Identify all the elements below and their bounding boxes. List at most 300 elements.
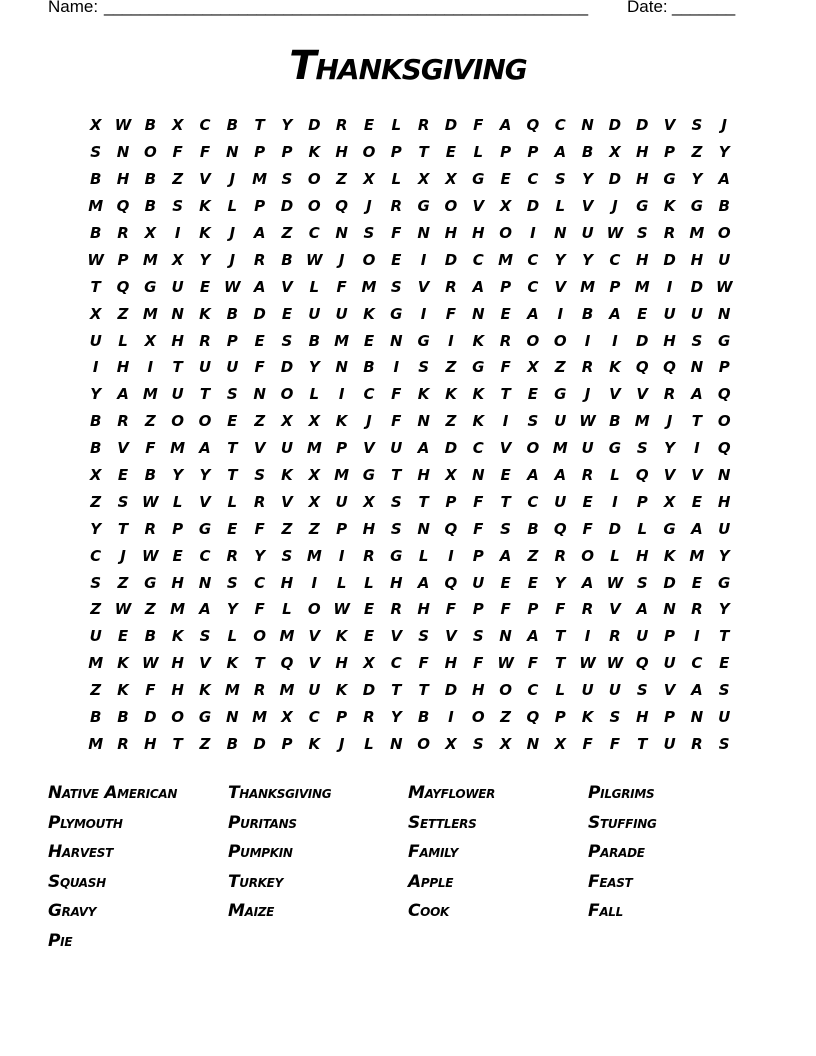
grid-cell[interactable]: Q xyxy=(717,385,731,404)
grid-cell[interactable]: M xyxy=(88,654,104,673)
grid-cell[interactable]: T xyxy=(418,681,429,700)
grid-cell[interactable]: M xyxy=(142,304,158,323)
grid-cell[interactable]: A xyxy=(417,439,430,458)
grid-cell[interactable]: F xyxy=(582,734,593,753)
grid-cell[interactable]: R xyxy=(253,492,266,511)
grid-cell[interactable]: T xyxy=(555,654,566,673)
grid-cell[interactable]: Y xyxy=(554,573,566,592)
grid-cell[interactable]: Z xyxy=(500,708,512,727)
grid-cell[interactable]: T xyxy=(172,734,183,753)
grid-cell[interactable]: G xyxy=(144,277,157,296)
grid-cell[interactable]: U xyxy=(663,734,676,753)
grid-cell[interactable]: M xyxy=(142,250,158,269)
grid-cell[interactable]: O xyxy=(362,250,376,269)
grid-cell[interactable]: R xyxy=(663,385,676,404)
grid-cell[interactable]: Y xyxy=(226,600,238,619)
grid-cell[interactable]: S xyxy=(90,573,102,592)
grid-cell[interactable]: H xyxy=(144,734,157,753)
grid-cell[interactable]: F xyxy=(445,304,457,323)
grid-cell[interactable]: G xyxy=(390,304,403,323)
name-field[interactable]: ______________________________________________________ xyxy=(104,0,588,16)
grid-cell[interactable]: S xyxy=(636,224,648,242)
grid-cell[interactable]: S xyxy=(172,197,184,216)
grid-cell[interactable]: N xyxy=(116,143,130,162)
grid-cell[interactable]: C xyxy=(527,277,539,296)
grid-cell[interactable]: O xyxy=(499,224,512,242)
grid-cell[interactable]: U xyxy=(690,304,703,323)
grid-cell[interactable]: S xyxy=(90,143,102,162)
grid-cell[interactable]: M xyxy=(580,277,596,296)
grid-cell[interactable]: Q xyxy=(444,519,458,538)
grid-cell[interactable]: E xyxy=(254,331,265,350)
grid-cell[interactable]: F xyxy=(254,519,265,538)
grid-cell[interactable]: C xyxy=(609,250,621,269)
grid-cell[interactable]: Q xyxy=(663,358,676,377)
grid-cell[interactable]: M xyxy=(498,250,514,269)
grid-cell[interactable]: B xyxy=(226,734,239,753)
grid-cell[interactable]: H xyxy=(389,573,403,592)
grid-cell[interactable]: T xyxy=(500,385,511,404)
grid-cell[interactable]: B xyxy=(89,412,102,431)
grid-cell[interactable]: U xyxy=(581,224,594,242)
grid-cell[interactable]: O xyxy=(171,708,185,727)
grid-cell[interactable]: V xyxy=(281,277,293,296)
grid-cell[interactable]: G xyxy=(554,385,567,404)
grid-cell[interactable]: W xyxy=(114,116,132,135)
grid-cell[interactable]: A xyxy=(499,116,512,135)
grid-cell[interactable]: P xyxy=(664,143,676,162)
grid-cell[interactable]: V xyxy=(499,439,512,458)
grid-cell[interactable]: Q xyxy=(635,654,649,673)
grid-cell[interactable]: X xyxy=(445,466,457,485)
grid-cell[interactable]: L xyxy=(282,600,292,619)
grid-cell[interactable]: F xyxy=(500,358,511,377)
grid-cell[interactable]: M xyxy=(252,708,268,727)
grid-cell[interactable]: Q xyxy=(116,277,130,296)
grid-cell[interactable]: Q xyxy=(280,654,294,673)
grid-cell[interactable]: R xyxy=(117,224,129,242)
grid-cell[interactable]: F xyxy=(145,439,156,458)
grid-cell[interactable]: E xyxy=(227,412,238,431)
grid-cell[interactable]: V xyxy=(581,197,594,216)
grid-cell[interactable]: X xyxy=(308,466,321,485)
grid-cell[interactable]: Q xyxy=(553,519,567,538)
grid-cell[interactable]: K xyxy=(581,708,594,727)
grid-cell[interactable]: E xyxy=(527,573,539,592)
grid-cell[interactable]: V xyxy=(663,681,676,700)
grid-cell[interactable]: E xyxy=(691,573,702,592)
grid-cell[interactable]: L xyxy=(473,143,484,162)
grid-cell[interactable]: V xyxy=(363,439,375,458)
grid-cell[interactable]: K xyxy=(199,681,211,700)
grid-cell[interactable]: R xyxy=(144,519,157,538)
grid-cell[interactable]: R xyxy=(581,358,594,377)
grid-cell[interactable]: Y xyxy=(308,358,320,377)
grid-cell[interactable]: N xyxy=(335,224,348,242)
grid-cell[interactable]: Y xyxy=(718,143,730,162)
grid-cell[interactable]: S xyxy=(226,385,238,404)
grid-cell[interactable]: N xyxy=(581,116,594,135)
grid-cell[interactable]: N xyxy=(198,573,212,592)
grid-cell[interactable]: S xyxy=(691,116,703,135)
grid-cell[interactable]: T xyxy=(555,627,566,646)
grid-cell[interactable]: U xyxy=(171,277,184,296)
grid-cell[interactable]: S xyxy=(254,466,266,485)
grid-cell[interactable]: L xyxy=(227,492,238,511)
grid-cell[interactable]: X xyxy=(363,170,375,189)
grid-cell[interactable]: X xyxy=(554,734,567,753)
grid-cell[interactable]: O xyxy=(444,197,458,216)
grid-cell[interactable]: X xyxy=(308,412,321,431)
grid-cell[interactable]: G xyxy=(718,331,731,350)
grid-cell[interactable]: U xyxy=(198,358,212,377)
grid-cell[interactable]: R xyxy=(117,412,129,431)
grid-cell[interactable]: B xyxy=(308,331,320,350)
grid-cell[interactable]: V xyxy=(390,627,403,646)
grid-cell[interactable]: M xyxy=(279,627,295,646)
grid-cell[interactable]: R xyxy=(554,546,567,565)
grid-cell[interactable]: W xyxy=(142,492,159,511)
grid-cell[interactable]: B xyxy=(89,224,102,242)
grid-cell[interactable]: I xyxy=(147,358,154,377)
grid-cell[interactable]: I xyxy=(502,412,509,431)
grid-cell[interactable]: S xyxy=(527,412,539,431)
grid-cell[interactable]: E xyxy=(117,466,129,485)
grid-cell[interactable]: R xyxy=(581,466,594,485)
grid-cell[interactable]: S xyxy=(691,331,703,350)
grid-cell[interactable]: O xyxy=(307,600,321,619)
grid-cell[interactable]: C xyxy=(527,170,539,189)
grid-cell[interactable]: N xyxy=(335,358,348,377)
grid-cell[interactable]: U xyxy=(663,654,676,673)
grid-cell[interactable]: A xyxy=(499,546,512,565)
grid-cell[interactable]: N xyxy=(471,304,485,323)
grid-cell[interactable]: E xyxy=(363,627,375,646)
grid-cell[interactable]: H xyxy=(471,224,485,242)
grid-cell[interactable]: W xyxy=(306,250,323,269)
grid-cell[interactable]: T xyxy=(199,385,211,404)
grid-cell[interactable]: F xyxy=(582,519,593,538)
grid-cell[interactable]: N xyxy=(417,224,430,242)
grid-cell[interactable]: J xyxy=(338,734,345,753)
grid-cell[interactable]: E xyxy=(719,654,730,673)
grid-cell[interactable]: X xyxy=(663,492,676,511)
grid-cell[interactable]: Y xyxy=(718,600,730,619)
grid-cell[interactable]: B xyxy=(226,304,239,323)
grid-cell[interactable]: N xyxy=(717,466,731,485)
grid-cell[interactable]: S xyxy=(500,519,511,538)
grid-cell[interactable]: L xyxy=(227,627,238,646)
grid-cell[interactable]: B xyxy=(527,519,539,538)
grid-cell[interactable]: L xyxy=(391,170,402,189)
grid-cell[interactable]: J xyxy=(229,170,236,189)
grid-cell[interactable]: H xyxy=(635,143,649,162)
grid-cell[interactable]: G xyxy=(690,197,704,216)
grid-cell[interactable]: W xyxy=(87,250,104,269)
grid-cell[interactable]: Q xyxy=(526,708,540,727)
grid-cell[interactable]: B xyxy=(144,116,157,135)
grid-cell[interactable]: V xyxy=(253,439,266,458)
grid-cell[interactable]: Z xyxy=(144,600,156,619)
grid-cell[interactable]: A xyxy=(691,385,703,404)
grid-cell[interactable]: D xyxy=(444,681,458,700)
grid-cell[interactable]: Q xyxy=(526,116,540,135)
grid-cell[interactable]: H xyxy=(471,681,485,700)
grid-cell[interactable]: U xyxy=(718,708,731,727)
grid-cell[interactable]: V xyxy=(472,197,485,216)
grid-cell[interactable]: L xyxy=(418,546,429,565)
grid-cell[interactable]: H xyxy=(635,708,649,727)
grid-cell[interactable]: K xyxy=(363,304,375,323)
grid-cell[interactable]: I xyxy=(448,708,454,727)
grid-cell[interactable]: W xyxy=(579,654,596,673)
grid-cell[interactable]: C xyxy=(472,439,484,458)
grid-cell[interactable]: A xyxy=(636,600,649,619)
grid-cell[interactable]: F xyxy=(473,654,484,673)
grid-cell[interactable]: K xyxy=(663,546,676,565)
grid-cell[interactable]: G xyxy=(636,197,649,216)
grid-cell[interactable]: S xyxy=(636,681,648,700)
grid-cell[interactable]: H xyxy=(417,600,430,619)
grid-cell[interactable]: D xyxy=(636,116,649,135)
grid-cell[interactable]: X xyxy=(171,250,184,269)
grid-cell[interactable]: J xyxy=(338,250,345,269)
grid-cell[interactable]: Z xyxy=(90,681,102,700)
grid-cell[interactable]: Y xyxy=(254,546,266,565)
grid-cell[interactable]: W xyxy=(579,412,596,431)
grid-cell[interactable]: Q xyxy=(335,197,348,216)
grid-cell[interactable]: X xyxy=(499,734,512,753)
grid-cell[interactable]: M xyxy=(361,277,377,296)
grid-cell[interactable]: O xyxy=(526,331,540,350)
grid-cell[interactable]: E xyxy=(500,304,511,323)
grid-cell[interactable]: T xyxy=(254,116,265,135)
grid-cell[interactable]: Z xyxy=(554,358,566,377)
grid-cell[interactable]: I xyxy=(612,331,618,350)
grid-cell[interactable]: S xyxy=(636,573,648,592)
grid-cell[interactable]: C xyxy=(199,116,211,135)
grid-cell[interactable]: F xyxy=(336,277,347,296)
grid-cell[interactable]: O xyxy=(581,546,594,565)
grid-cell[interactable]: X xyxy=(417,170,430,189)
grid-cell[interactable]: C xyxy=(527,250,539,269)
grid-cell[interactable]: J xyxy=(666,412,673,431)
grid-cell[interactable]: Y xyxy=(691,170,703,189)
grid-cell[interactable]: K xyxy=(281,466,293,485)
grid-cell[interactable]: K xyxy=(308,143,321,162)
grid-cell[interactable]: P xyxy=(609,277,621,296)
grid-cell[interactable]: A xyxy=(691,681,703,700)
grid-cell[interactable]: H xyxy=(635,250,649,269)
grid-cell[interactable]: H xyxy=(116,358,130,377)
grid-cell[interactable]: H xyxy=(717,492,731,511)
grid-cell[interactable]: S xyxy=(281,170,293,189)
grid-cell[interactable]: B xyxy=(89,439,102,458)
grid-cell[interactable]: H xyxy=(171,331,184,350)
grid-cell[interactable]: R xyxy=(499,331,512,350)
grid-cell[interactable]: D xyxy=(280,197,294,216)
grid-cell[interactable]: J xyxy=(229,250,236,269)
grid-cell[interactable]: H xyxy=(335,143,348,162)
grid-cell[interactable]: F xyxy=(555,600,566,619)
grid-cell[interactable]: E xyxy=(363,331,375,350)
grid-cell[interactable]: M xyxy=(279,681,295,700)
grid-cell[interactable]: R xyxy=(335,116,348,135)
grid-cell[interactable]: P xyxy=(554,708,566,727)
grid-cell[interactable]: U xyxy=(280,439,294,458)
grid-cell[interactable]: U xyxy=(663,304,676,323)
grid-cell[interactable]: D xyxy=(608,519,622,538)
grid-cell[interactable]: O xyxy=(526,439,540,458)
grid-cell[interactable]: J xyxy=(584,385,591,404)
grid-cell[interactable]: P xyxy=(636,492,648,511)
grid-cell[interactable]: K xyxy=(199,197,211,216)
grid-cell[interactable]: K xyxy=(472,412,485,431)
grid-cell[interactable]: U xyxy=(89,627,102,646)
grid-cell[interactable]: W xyxy=(142,654,159,673)
grid-cell[interactable]: M xyxy=(689,224,705,242)
grid-cell[interactable]: U xyxy=(308,304,321,323)
grid-cell[interactable]: S xyxy=(199,627,211,646)
grid-cell[interactable]: L xyxy=(391,116,402,135)
grid-cell[interactable]: P xyxy=(472,546,484,565)
grid-cell[interactable]: C xyxy=(527,681,539,700)
grid-cell[interactable]: Z xyxy=(90,492,102,511)
grid-cell[interactable]: Y xyxy=(554,250,566,269)
grid-cell[interactable]: H xyxy=(444,224,458,242)
grid-cell[interactable]: Z xyxy=(281,224,293,242)
grid-cell[interactable]: I xyxy=(694,627,700,646)
grid-cell[interactable]: M xyxy=(170,600,186,619)
grid-cell[interactable]: A xyxy=(581,573,594,592)
grid-cell[interactable]: R xyxy=(691,734,703,753)
grid-cell[interactable]: U xyxy=(718,250,731,269)
grid-cell[interactable]: S xyxy=(390,277,402,296)
grid-cell[interactable]: O xyxy=(417,734,430,753)
grid-cell[interactable]: D xyxy=(253,734,266,753)
grid-cell[interactable]: Y xyxy=(582,250,593,269)
grid-cell[interactable]: A xyxy=(199,439,211,458)
grid-cell[interactable]: V xyxy=(199,170,211,189)
grid-cell[interactable]: F xyxy=(609,734,621,753)
grid-cell[interactable]: E xyxy=(527,385,539,404)
grid-cell[interactable]: K xyxy=(117,654,129,673)
grid-cell[interactable]: J xyxy=(229,224,236,242)
grid-cell[interactable]: H xyxy=(635,546,649,565)
grid-cell[interactable]: X xyxy=(308,492,321,511)
grid-cell[interactable]: A xyxy=(527,304,539,323)
grid-cell[interactable]: I xyxy=(420,304,427,323)
grid-cell[interactable]: V xyxy=(636,385,649,404)
grid-cell[interactable]: R xyxy=(390,197,403,216)
grid-cell[interactable]: Z xyxy=(445,358,457,377)
grid-cell[interactable]: S xyxy=(554,170,566,189)
grid-cell[interactable]: S xyxy=(390,492,402,511)
date-field[interactable]: _______ xyxy=(672,0,735,16)
grid-cell[interactable]: S xyxy=(718,734,730,753)
grid-cell[interactable]: I xyxy=(557,304,564,323)
grid-cell[interactable]: K xyxy=(199,304,211,323)
grid-cell[interactable]: X xyxy=(363,654,375,673)
grid-cell[interactable]: V xyxy=(663,466,676,485)
grid-cell[interactable]: T xyxy=(637,734,648,753)
grid-cell[interactable]: G xyxy=(198,519,212,538)
grid-cell[interactable]: F xyxy=(254,358,265,377)
grid-cell[interactable]: O xyxy=(307,197,321,216)
grid-cell[interactable]: U xyxy=(226,358,239,377)
grid-cell[interactable]: B xyxy=(581,304,594,323)
grid-cell[interactable]: N xyxy=(226,143,239,162)
grid-cell[interactable]: N xyxy=(471,466,485,485)
grid-cell[interactable]: W xyxy=(715,277,733,296)
grid-cell[interactable]: H xyxy=(116,170,130,189)
grid-cell[interactable]: F xyxy=(500,600,511,619)
grid-cell[interactable]: O xyxy=(198,412,212,431)
grid-cell[interactable]: E xyxy=(363,116,375,135)
grid-cell[interactable]: W xyxy=(224,277,241,296)
grid-cell[interactable]: M xyxy=(252,170,268,189)
grid-cell[interactable]: K xyxy=(171,627,184,646)
grid-cell[interactable]: C xyxy=(254,573,266,592)
grid-cell[interactable]: Z xyxy=(172,170,184,189)
grid-cell[interactable]: B xyxy=(281,250,293,269)
grid-cell[interactable]: B xyxy=(89,708,102,727)
grid-cell[interactable]: L xyxy=(309,385,320,404)
grid-cell[interactable]: V xyxy=(609,385,621,404)
grid-cell[interactable]: E xyxy=(500,170,511,189)
grid-cell[interactable]: W xyxy=(333,600,350,619)
grid-cell[interactable]: A xyxy=(472,277,485,296)
grid-cell[interactable]: G xyxy=(472,358,485,377)
grid-cell[interactable]: L xyxy=(118,331,128,350)
grid-cell[interactable]: D xyxy=(636,331,649,350)
grid-cell[interactable]: S xyxy=(418,358,429,377)
grid-cell[interactable]: X xyxy=(609,143,621,162)
grid-cell[interactable]: Z xyxy=(144,412,156,431)
grid-cell[interactable]: S xyxy=(117,492,129,511)
grid-cell[interactable]: L xyxy=(610,546,620,565)
grid-cell[interactable]: G xyxy=(718,573,731,592)
grid-cell[interactable]: N xyxy=(553,224,567,242)
grid-cell[interactable]: G xyxy=(608,439,622,458)
grid-cell[interactable]: V xyxy=(308,627,321,646)
grid-cell[interactable]: H xyxy=(417,466,430,485)
grid-cell[interactable]: U xyxy=(472,573,485,592)
grid-cell[interactable]: O xyxy=(717,224,731,242)
grid-cell[interactable]: P xyxy=(500,143,512,162)
grid-cell[interactable]: S xyxy=(636,439,648,458)
grid-cell[interactable]: N xyxy=(690,358,704,377)
grid-cell[interactable]: G xyxy=(663,519,676,538)
grid-cell[interactable]: K xyxy=(663,197,676,216)
grid-cell[interactable]: I xyxy=(666,277,673,296)
grid-cell[interactable]: K xyxy=(335,681,348,700)
grid-cell[interactable]: E xyxy=(172,546,183,565)
grid-cell[interactable]: Y xyxy=(172,466,184,485)
grid-cell[interactable]: I xyxy=(311,573,318,592)
grid-cell[interactable]: P xyxy=(254,143,266,162)
grid-cell[interactable]: N xyxy=(663,600,676,619)
grid-cell[interactable]: X xyxy=(445,170,457,189)
grid-cell[interactable]: P xyxy=(664,627,676,646)
grid-cell[interactable]: Z xyxy=(117,573,129,592)
grid-cell[interactable]: F xyxy=(391,224,402,242)
grid-cell[interactable]: P xyxy=(472,600,484,619)
grid-cell[interactable]: H xyxy=(690,250,704,269)
grid-cell[interactable]: E xyxy=(500,573,511,592)
grid-cell[interactable]: I xyxy=(694,439,700,458)
grid-cell[interactable]: F xyxy=(172,143,183,162)
